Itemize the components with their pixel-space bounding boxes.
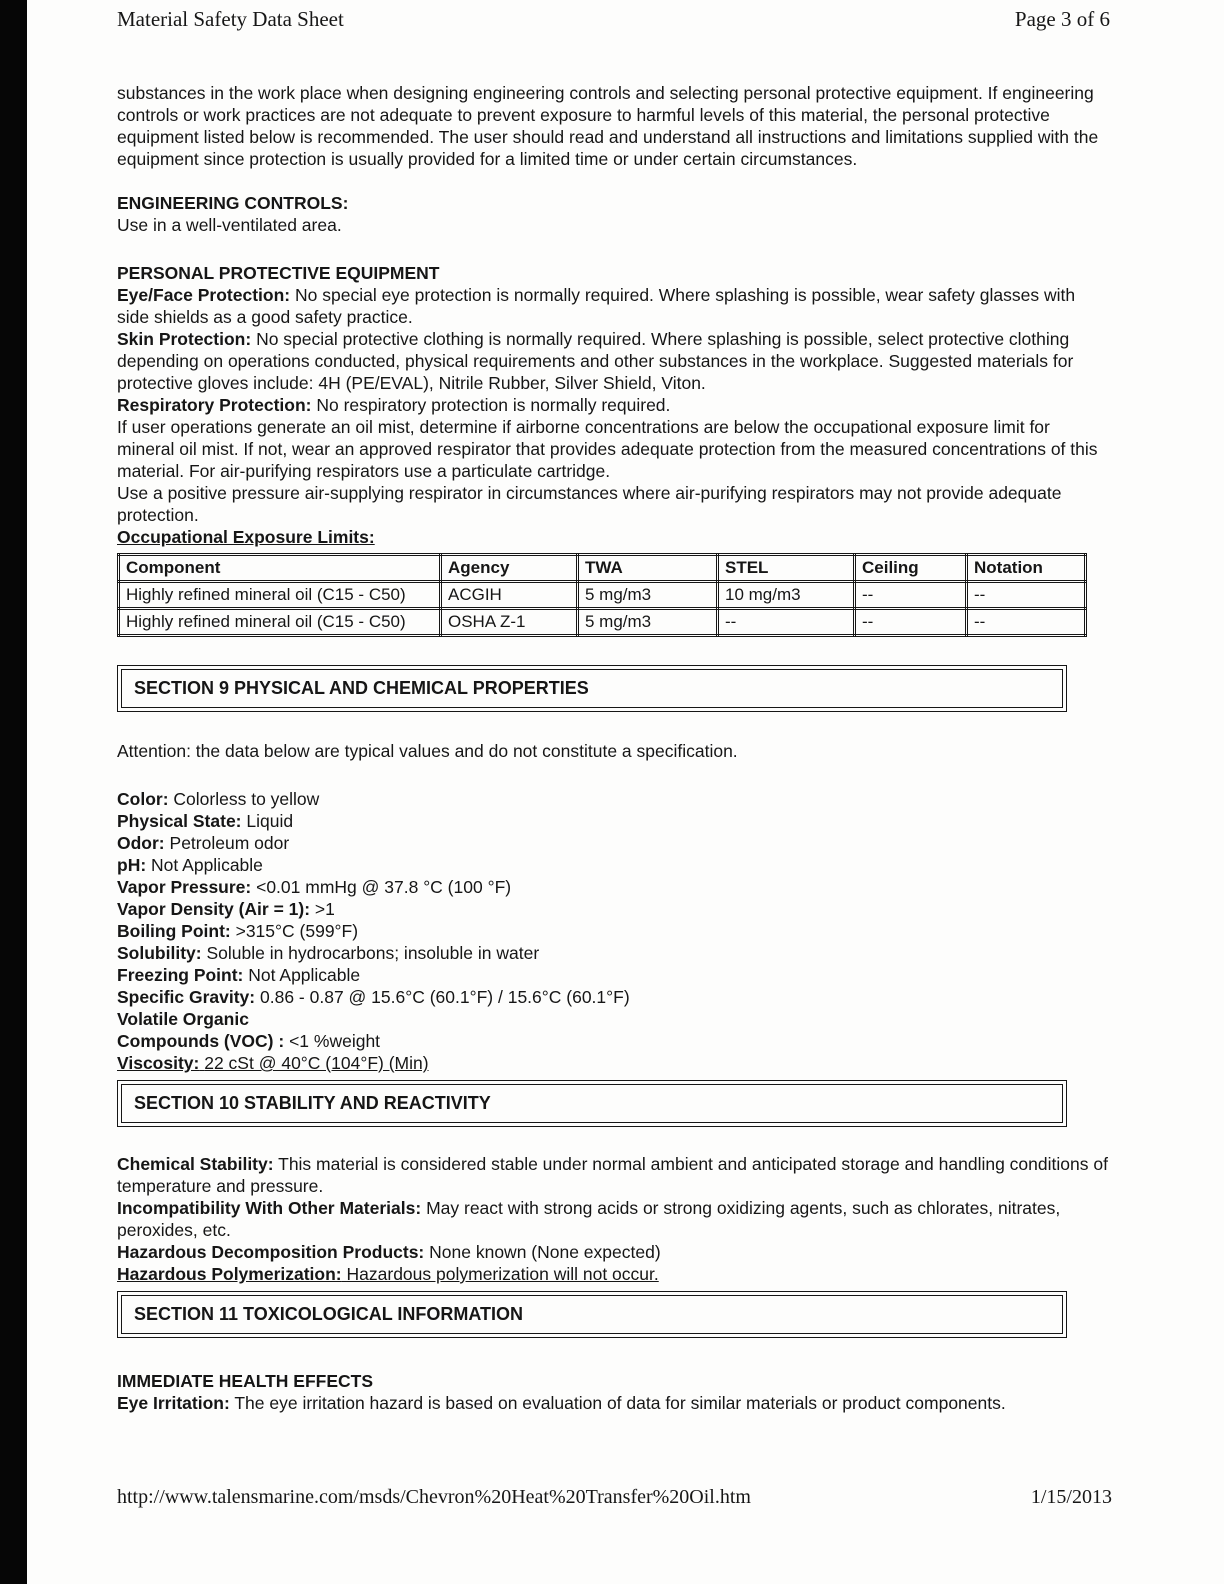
oil-mist-note: If user operations generate an oil mist, determine if airborne concentrations are below the occupational exposure limit for mineral oil mist. If not, wear an approved respirator that provides adequate protection from the measured concentrations of this material. For air-purifying respirators use a particulate cartridge. bbox=[117, 417, 1098, 481]
eye-face-protection-label: Eye/Face Protection: bbox=[117, 285, 291, 305]
oel-cell-ceiling: -- bbox=[855, 609, 967, 636]
oel-cell-stel: -- bbox=[718, 609, 855, 636]
property-label: Color: bbox=[117, 789, 169, 809]
col-header-component: Component bbox=[119, 555, 441, 582]
col-header-ceiling: Ceiling bbox=[855, 555, 967, 582]
oel-header-row bbox=[119, 555, 1086, 582]
property-value: >1 bbox=[314, 899, 335, 919]
property-label: Solubility: bbox=[117, 943, 202, 963]
col-header-twa: TWA bbox=[578, 555, 718, 582]
property-boiling-point bbox=[117, 920, 1110, 942]
page-indicator: Page 3 of 6 bbox=[1014, 7, 1110, 31]
property-specific-gravity bbox=[117, 986, 1110, 1008]
skin-protection-item bbox=[117, 328, 1110, 394]
property-vapor-pressure bbox=[117, 876, 1110, 898]
col-header-notation: Notation bbox=[967, 555, 1086, 582]
chemical-stability-label: Chemical Stability: bbox=[117, 1154, 274, 1174]
eye-irritation-label: Eye Irritation: bbox=[117, 1393, 230, 1413]
occupational-exposure-limits-table bbox=[117, 553, 1087, 637]
skin-protection-text: No special protective clothing is normally required. Where splashing is possible, select protective clothing depending on operations conducted, physical requirements and other substances in the workplace. Suggested materials for protective gloves include: 4H (PE/EVAL), Nitrile Rubber, Silver Shield, Viton. bbox=[117, 329, 1074, 393]
oel-cell-ceiling: -- bbox=[855, 582, 967, 609]
respiratory-protection-label: Respiratory Protection: bbox=[117, 395, 312, 415]
respiratory-protection-item bbox=[117, 394, 1110, 416]
source-url: http://www.talensmarine.com/msds/Chevron%20Heat%20Transfer%20Oil.htm bbox=[117, 1486, 751, 1508]
property-label: Physical State: bbox=[117, 811, 242, 831]
scan-artifact-left-edge bbox=[0, 0, 27, 1584]
chemical-stability-item bbox=[117, 1153, 1110, 1197]
oel-cell-twa: 5 mg/m3 bbox=[578, 609, 718, 636]
eye-face-protection-item bbox=[117, 284, 1110, 328]
physical-properties-list bbox=[117, 788, 1110, 1074]
oel-cell-agency: OSHA Z-1 bbox=[441, 609, 578, 636]
property-freezing-point bbox=[117, 964, 1110, 986]
property-value: <0.01 mmHg @ 37.8 °C (100 °F) bbox=[256, 877, 512, 897]
oel-cell-stel: 10 mg/m3 bbox=[718, 582, 855, 609]
polymerization-item bbox=[117, 1263, 1110, 1285]
property-odor bbox=[117, 832, 1110, 854]
property-value: 22 cSt @ 40°C (104°F) (Min) bbox=[204, 1053, 429, 1073]
section-9-title: SECTION 9 PHYSICAL AND CHEMICAL PROPERTIES bbox=[121, 669, 1063, 708]
chemical-stability-text: This material is considered stable under normal ambient and anticipated storage and handling conditions of temperature and pressure. bbox=[117, 1154, 1108, 1196]
property-solubility bbox=[117, 942, 1110, 964]
oel-cell-component: Highly refined mineral oil (C15 - C50) bbox=[119, 609, 441, 636]
section-10-title: SECTION 10 STABILITY AND REACTIVITY bbox=[121, 1084, 1063, 1123]
property-label: Specific Gravity: bbox=[117, 987, 256, 1007]
incompatibility-item bbox=[117, 1197, 1110, 1241]
print-date: 1/15/2013 bbox=[1030, 1486, 1112, 1508]
property-ph bbox=[117, 854, 1110, 876]
immediate-health-effects-heading: IMMEDIATE HEALTH EFFECTS bbox=[117, 1371, 374, 1391]
section-11-header-box bbox=[117, 1291, 1067, 1338]
property-voc-line1 bbox=[117, 1008, 1110, 1030]
property-label: Vapor Density (Air = 1): bbox=[117, 899, 311, 919]
oel-cell-component: Highly refined mineral oil (C15 - C50) bbox=[119, 582, 441, 609]
property-color bbox=[117, 788, 1110, 810]
section-11-title: SECTION 11 TOXICOLOGICAL INFORMATION bbox=[121, 1295, 1063, 1334]
property-value: Colorless to yellow bbox=[173, 789, 320, 809]
property-value: Not Applicable bbox=[248, 965, 361, 985]
eye-irritation-item bbox=[117, 1392, 1110, 1414]
polymerization-text: Hazardous polymerization will not occur. bbox=[346, 1264, 659, 1284]
property-label: Odor: bbox=[117, 833, 165, 853]
section-9-header-box bbox=[117, 665, 1067, 712]
property-label: pH: bbox=[117, 855, 147, 875]
attention-note: Attention: the data below are typical values and do not constitute a specification. bbox=[117, 741, 738, 761]
property-label: Freezing Point: bbox=[117, 965, 244, 985]
property-label: Boiling Point: bbox=[117, 921, 231, 941]
document-title: Material Safety Data Sheet bbox=[117, 7, 344, 31]
engineering-controls-heading: ENGINEERING CONTROLS: bbox=[117, 193, 349, 213]
property-value: Liquid bbox=[246, 811, 294, 831]
incompatibility-label: Incompatibility With Other Materials: bbox=[117, 1198, 422, 1218]
print-header bbox=[117, 8, 1110, 30]
property-label: Volatile Organic bbox=[117, 1009, 249, 1029]
decomposition-item bbox=[117, 1241, 1110, 1263]
engineering-controls-text: Use in a well-ventilated area. bbox=[117, 215, 342, 235]
property-viscosity bbox=[117, 1052, 1110, 1074]
polymerization-label: Hazardous Polymerization: bbox=[117, 1264, 342, 1284]
col-header-agency: Agency bbox=[441, 555, 578, 582]
property-value: <1 %weight bbox=[289, 1031, 381, 1051]
skin-protection-label: Skin Protection: bbox=[117, 329, 252, 349]
eye-face-protection-text: No special eye protection is normally required. Where splashing is possible, wear safety glasses with side shields as a good safety practice. bbox=[117, 285, 1076, 327]
decomposition-text: None known (None expected) bbox=[429, 1242, 661, 1262]
respiratory-protection-text: No respiratory protection is normally required. bbox=[316, 395, 671, 415]
col-header-stel: STEL bbox=[718, 555, 855, 582]
intro-paragraph: substances in the work place when designing engineering controls and selecting personal protective equipment. If engineering controls or work practices are not adequate to prevent exposure to harmful levels of this material, the personal protective equipment listed below is recommended. The user should read and understand all instructions and limitations supplied with the equipment since protection is usually provided for a limited time or under certain circumstances. bbox=[117, 83, 1099, 169]
decomposition-label: Hazardous Decomposition Products: bbox=[117, 1242, 425, 1262]
oel-cell-notation: -- bbox=[967, 609, 1086, 636]
property-physical-state bbox=[117, 810, 1110, 832]
oel-heading: Occupational Exposure Limits: bbox=[117, 527, 375, 547]
incompatibility-text: May react with strong acids or strong oxidizing agents, such as chlorates, nitrates, peroxides, etc. bbox=[117, 1198, 1061, 1240]
property-value: Soluble in hydrocarbons; insoluble in water bbox=[206, 943, 540, 963]
oel-cell-agency: ACGIH bbox=[441, 582, 578, 609]
eye-irritation-text: The eye irritation hazard is based on evaluation of data for similar materials or product components. bbox=[234, 1393, 1006, 1413]
ppe-heading: PERSONAL PROTECTIVE EQUIPMENT bbox=[117, 263, 440, 283]
property-value: Not Applicable bbox=[151, 855, 263, 875]
property-value: >315°C (599°F) bbox=[235, 921, 359, 941]
oel-row-osha bbox=[119, 609, 1086, 636]
property-vapor-density bbox=[117, 898, 1110, 920]
property-value: 0.86 - 0.87 @ 15.6°C (60.1°F) / 15.6°C (60.1°F) bbox=[260, 987, 630, 1007]
property-voc-line2 bbox=[117, 1030, 1110, 1052]
section-10-header-box bbox=[117, 1080, 1067, 1127]
oel-cell-notation: -- bbox=[967, 582, 1086, 609]
print-footer bbox=[117, 1486, 1112, 1508]
oel-cell-twa: 5 mg/m3 bbox=[578, 582, 718, 609]
property-label: Compounds (VOC) : bbox=[117, 1031, 285, 1051]
property-label: Vapor Pressure: bbox=[117, 877, 252, 897]
property-value: Petroleum odor bbox=[169, 833, 290, 853]
oel-row-acgih bbox=[119, 582, 1086, 609]
property-label: Viscosity: bbox=[117, 1053, 200, 1073]
positive-pressure-note: Use a positive pressure air-supplying respirator in circumstances where air-purifying respirators may not provide adequate protection. bbox=[117, 483, 1062, 525]
